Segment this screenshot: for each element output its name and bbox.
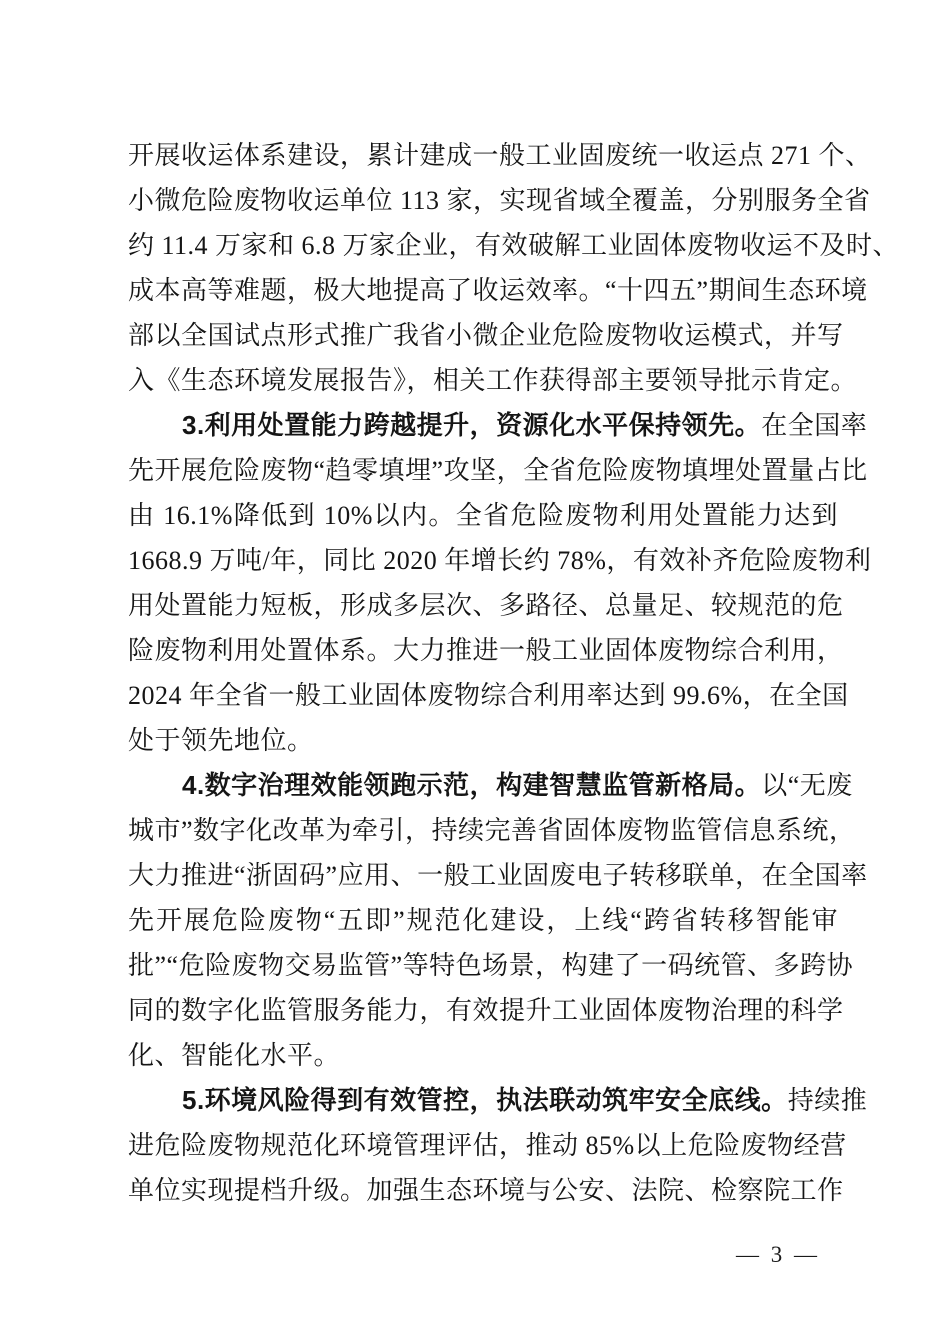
text-line: 城市”数字化改革为牵引，持续完善省固体废物监管信息系统， xyxy=(128,816,856,845)
section-5-heading-line xyxy=(128,1078,868,1123)
text-line: 险废物利用处置体系。大力推进一般工业固体废物综合利用， xyxy=(128,636,844,665)
text-line: 以“无废 xyxy=(761,771,853,800)
section-3-heading-line xyxy=(128,403,868,448)
text-line: 用处置能力短板，形成多层次、多路径、总量足、较规范的危 xyxy=(128,591,844,620)
section-4-heading: 4.数字治理效能领跑示范，构建智慧监管新格局。 xyxy=(182,770,762,800)
text-line: 部以全国试点形式推广我省小微企业危险废物收运模式，并写 xyxy=(128,321,844,350)
section-3-heading: 3.利用处置能力跨越提升，资源化水平保持领先。 xyxy=(182,410,762,440)
text-line: 约 11.4 万家和 6.8 万家企业，有效破解工业固体废物收运不及时、 xyxy=(128,231,900,260)
text-line: 持续推 xyxy=(787,1086,868,1115)
text-line: 开展收运体系建设，累计建成一般工业固废统一收运点 271 个、 xyxy=(128,141,872,170)
text-line: 处于领先地位。 xyxy=(128,726,314,755)
text-line: 小微危险废物收运单位 113 家，实现省域全覆盖，分别服务全省 xyxy=(128,186,871,215)
document-body xyxy=(128,133,900,1213)
text-line: 入《生态环境发展报告》，相关工作获得部主要领导批示肯定。 xyxy=(128,366,858,395)
text-line: 成本高等难题，极大地提高了收运效率。“十四五”期间生态环境 xyxy=(128,276,868,305)
text-line: 同的数字化监管服务能力，有效提升工业固体废物治理的科学 xyxy=(128,996,844,1025)
text-line: 先开展危险废物“五即”规范化建设，上线“跨省转移智能审 xyxy=(128,906,838,935)
text-line: 由 16.1%降低到 10%以内。全省危险废物利用处置能力达到 xyxy=(128,501,838,530)
text-line: 单位实现提档升级。加强生态环境与公安、法院、检察院工作 xyxy=(128,1176,844,1205)
text-line: 化、智能化水平。 xyxy=(128,1041,341,1070)
section-4-heading-line xyxy=(128,763,853,808)
section-5-heading: 5.环境风险得到有效管控，执法联动筑牢安全底线。 xyxy=(182,1085,788,1115)
text-line: 在全国率 xyxy=(761,411,868,440)
text-line: 2024 年全省一般工业固体废物综合利用率达到 99.6%，在全国 xyxy=(128,681,849,710)
page-number: — 3 — xyxy=(736,1242,820,1267)
text-line: 批”“危险废物交易监管”等特色场景，构建了一码统管、多跨协 xyxy=(128,951,854,980)
text-line: 大力推进“浙固码”应用、一般工业固废电子转移联单，在全国率 xyxy=(128,861,868,890)
text-line: 先开展危险废物“趋零填埋”攻坚，全省危险废物填埋处置量占比 xyxy=(128,456,868,485)
text-line: 1668.9 万吨/年，同比 2020 年增长约 78%，有效补齐危险废物利 xyxy=(128,546,872,575)
text-line: 进危险废物规范化环境管理评估，推动 85%以上危险废物经营 xyxy=(128,1131,847,1160)
